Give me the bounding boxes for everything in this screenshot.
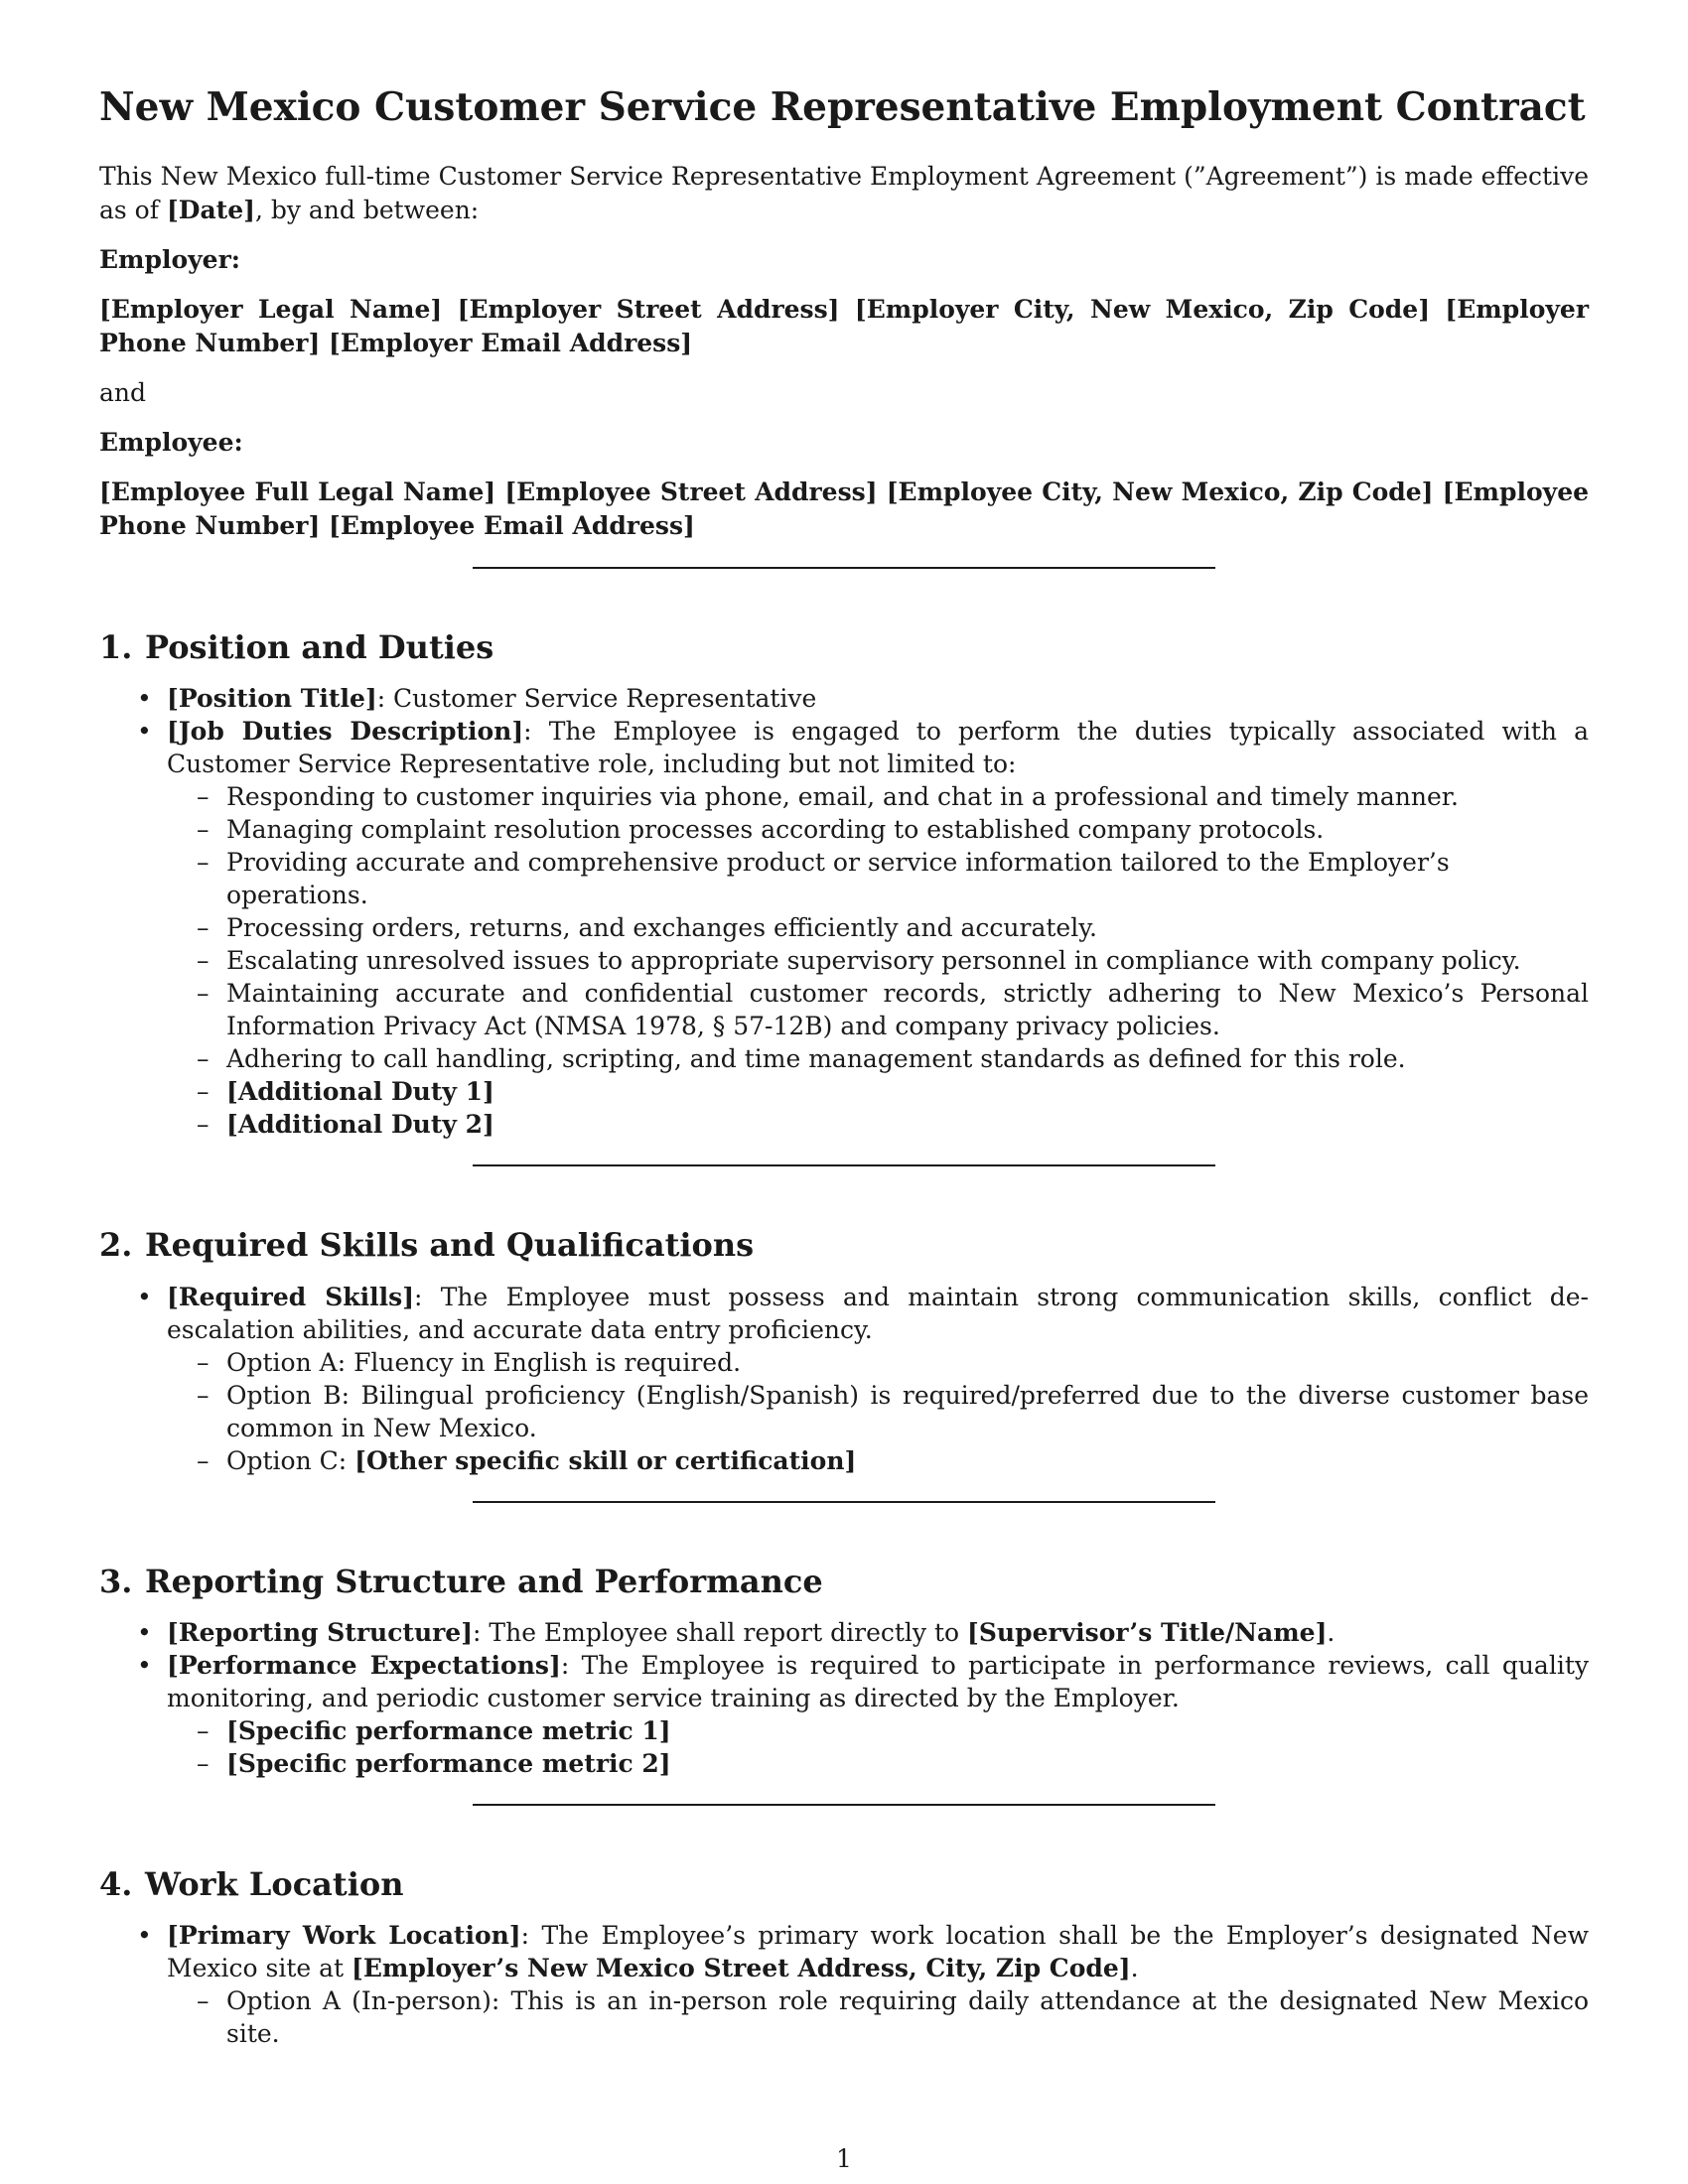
sublist-item: – Adhering to call handling, scripting, and time management standards as defined for this role. — [226, 1042, 1589, 1075]
sublist-item: – [Additional Duty 1] — [226, 1075, 1589, 1108]
section-divider — [473, 1804, 1215, 1806]
sublist-item: – [Additional Duty 2] — [226, 1108, 1589, 1141]
sublist-item: – [Specific performance metric 2] — [226, 1747, 1589, 1780]
list-item: • [Job Duties Description]: The Employee is engaged to perform the duties typically associated with a Customer Service Representative role, including but not limited to: – Responding to customer inquiries via phone, email, and chat in a professional and timely manner. – Managing complaint resolution processes according to established company protocols. – Providing accurate and comprehensive product or service information tailored to the Employer’s operations. – Processing orders, returns, and exchanges efficiently and accurately. – Escalating unresolved issues to appropriate supervisory personnel in compliance with company policy. – Maintaining accurate and confidential customer records, strictly adhering to New Mexico’s Personal Information Privacy Act (NMSA 1978, § 57-12B) and company privacy policies. – Adhering to call handling, scripting, and time management standards as defined for this role. – [Additional Duty 1] – [Additional Duty 2] — [167, 715, 1589, 1141]
contract-page — [99, 85, 1589, 2050]
location-sublist — [167, 1984, 1589, 2050]
list-item: • [Position Title]: Customer Service Representative — [167, 682, 1589, 715]
sublist-item: – Providing accurate and comprehensive product or service information tailored to the Employer’s operations. — [226, 846, 1589, 911]
list-item: • [Reporting Structure]: The Employee shall report directly to [Supervisor’s Title/Name]. — [167, 1616, 1589, 1649]
section-2-heading: 2. Required Skills and Qualifications — [99, 1226, 755, 1265]
sublist-item: – Option B: Bilingual proficiency (English/Spanish) is required/preferred due to the diverse customer base common in New Mexico. — [226, 1379, 1589, 1444]
sublist-item: – Responding to customer inquiries via phone, email, and chat in a professional and timely manner. — [226, 780, 1589, 813]
section-divider — [473, 1164, 1215, 1166]
section-divider — [473, 567, 1215, 569]
section-2-list — [99, 1281, 1589, 1477]
section-4-heading: 4. Work Location — [99, 1865, 404, 1904]
section-4-list — [99, 1919, 1589, 2050]
sublist-item: – Escalating unresolved issues to appropriate supervisory personnel in compliance with company policy. — [226, 944, 1589, 977]
sublist-item: – [Specific performance metric 1] — [226, 1714, 1589, 1747]
metrics-sublist — [167, 1714, 1589, 1780]
list-item: • [Primary Work Location]: The Employee’s primary work location shall be the Employer’s designated New Mexico site at [Employer’s New Mexico Street Address, City, Zip Code]. – Option A (In-person): This is an in-person role requiring daily attendance at the designated New Mexico site. — [167, 1919, 1589, 2050]
sublist-item: – Managing complaint resolution processes according to established company protocols. — [226, 813, 1589, 846]
sublist-item: – Maintaining accurate and confidential customer records, strictly adhering to New Mexico’s Personal Information Privacy Act (NMSA 1978, § 57-12B) and company privacy policies. — [226, 977, 1589, 1042]
employee-details: [Employee Full Legal Name] [Employee Street Address] [Employee City, New Mexico, Zip Code] [Employee Phone Number] [Employee Email Address] — [99, 477, 1589, 540]
section-3-list — [99, 1616, 1589, 1780]
section-1-heading: 1. Position and Duties — [99, 627, 494, 666]
section-3-heading: 3. Reporting Structure and Performance — [99, 1562, 823, 1600]
and-text: and — [99, 377, 147, 407]
sublist-item: – Processing orders, returns, and exchanges efficiently and accurately. — [226, 911, 1589, 944]
date-field: [Date] — [166, 195, 255, 224]
sublist-item: – Option C: [Other specific skill or certification] — [226, 1444, 1589, 1477]
list-item: • [Performance Expectations]: The Employee is required to participate in performance reviews, call quality monitoring, and periodic customer service training as directed by the Employer. – [Specific performance metric 1] – [Specific performance metric 2] — [167, 1649, 1589, 1780]
employer-label: Employer: — [99, 244, 240, 274]
sublist-item: – Option A (In-person): This is an in-person role requiring daily attendance at the designated New Mexico site. — [226, 1984, 1589, 2050]
employee-label: Employee: — [99, 427, 243, 457]
section-divider — [473, 1501, 1215, 1503]
list-item: • [Required Skills]: The Employee must possess and maintain strong communication skills, conflict de-escalation abilities, and accurate data entry proficiency. – Option A: Fluency in English is required. – Option B: Bilingual proficiency (English/Spanish) is required/preferred due to the diverse customer base common in New Mexico. – Option C: [Other specific skill or certification] — [167, 1281, 1589, 1477]
duties-sublist — [167, 780, 1589, 1141]
employer-details: [Employer Legal Name] [Employer Street Address] [Employer City, New Mexico, Zip Code] [Employer Phone Number] [Employer Email Address] — [99, 294, 1589, 357]
sublist-item: – Option A: Fluency in English is required. — [226, 1346, 1589, 1379]
section-1-list — [99, 682, 1589, 1141]
skills-sublist — [167, 1346, 1589, 1477]
page-number: 1 — [836, 2144, 852, 2173]
document-title: New Mexico Customer Service Representative Employment Contract — [99, 84, 1586, 130]
intro-paragraph: This New Mexico full-time Customer Service Representative Employment Agreement (”Agreement”) is made effective as of [Date], by and between: — [99, 161, 1589, 224]
